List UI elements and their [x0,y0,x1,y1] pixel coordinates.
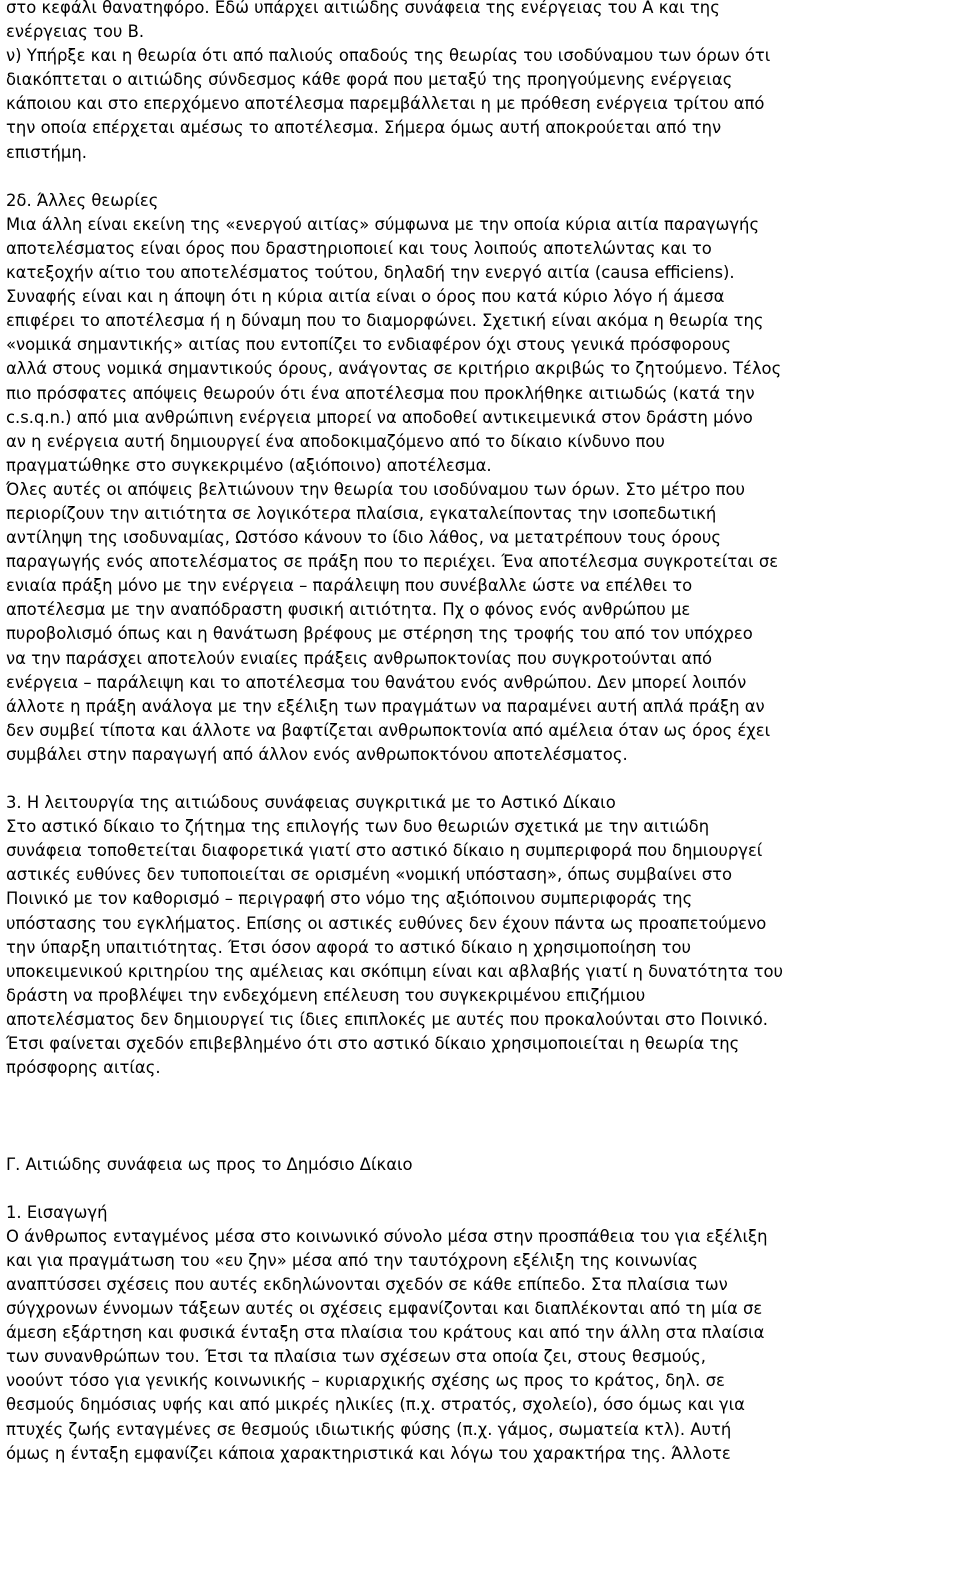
text-line: θεσμούς δημόσιας υφής και από μικρές ηλικίες (π.χ. στρατός, σχολείο), όσο όμως και για [6,1395,745,1415]
text-line: παραγωγής ενός αποτελέσματος σε πράξη που το περιέχει. Ένα αποτέλεσμα συγκροτείται σε [6,552,779,572]
text-line: πυροβολισμό όπως και η θανάτωση βρέφους με στέρηση της τροφής του από τον υπόχρεο [6,624,753,644]
text-line: και για πραγμάτωση του «ευ ζην» μέσα από την ταυτόχρονη εξέλιξη της κοινωνίας [6,1250,699,1270]
paragraph-gap [6,165,956,189]
text-line: πρόσφορης αιτίας. [6,1058,161,1078]
document-page [6,0,956,1466]
text-line: αντίληψη της ισοδυναμίας, Ωστόσο κάνουν το ίδιο λάθος, να μετατρέπουν τους όρους [6,528,721,548]
text-line: συνάφεια τοποθετείται διαφορετικά γιατί στο αστικό δίκαιο η συμπεριφορά που δημιουργεί [6,841,763,861]
text-line: συμβάλει στην παραγωγή από άλλον ενός ανθρωποκτόνου αποτελέσματος. [6,744,628,764]
text-line: πιο πρόσφατες απόψεις θεωρούν ότι ένα αποτέλεσμα που προκλήθηκε αιτιωδώς (κατά την [6,383,755,403]
text-line: κάποιου και στο επερχόμενο αποτέλεσμα παρεμβάλλεται η με πρόθεση ενέργεια τρίτου από [6,94,765,114]
text-line: αστικές ευθύνες δεν τυποποιείται σε ορισμένη «νομική υπόσταση», όπως συμβαίνει στο [6,865,733,885]
section-heading: 2δ. Άλλες θεωρίες [6,190,159,210]
section-heading: 3. Η λειτουργία της αιτιώδους συνάφειας συγκριτικά με το Αστικό Δίκαιο [6,793,616,813]
paragraph-block-1 [6,0,956,165]
text-line: επιστήμη. [6,142,87,162]
text-line: την οποία επέρχεται αμέσως το αποτέλεσμα. Σήμερα όμως αυτή αποκρούεται από την [6,118,722,138]
text-line: να την παράσχει αποτελούν ενιαίες πράξεις ανθρωποκτονίας που συγκροτούνται από [6,648,713,668]
text-line: αναπτύσσει σχέσεις που αυτές εκδηλώνονται σχεδόν σε κάθε επίπεδο. Στα πλαίσια των [6,1274,728,1294]
text-line: Συναφής είναι και η άποψη ότι η κύρια αιτία είναι ο όρος που κατά κύριο λόγο ή άμεσα [6,287,725,307]
text-line: αποτελέσματος είναι όρος που δραστηριοποιεί και τους λοιπούς αποτελώντας και το [6,238,712,258]
text-line: επιφέρει το αποτέλεσμα ή η δύναμη που το διαμορφώνει. Σχετική είναι ακόμα η θεωρία της [6,311,764,331]
text-line: αποτελέσματος δεν δημιουργεί τις ίδιες επιπλοκές με αυτές που προκαλούνται στο Ποινικό. [6,1009,768,1029]
section-civil-law [6,791,956,1080]
chapter-heading: Γ. Αιτιώδης συνάφεια ως προς το Δημόσιο Δίκαιο [6,1154,413,1174]
text-line: πραγματώθηκε στο συγκεκριμένο (αξιόποινο) αποτέλεσμα. [6,455,492,475]
text-line: Ποινικό με τον καθορισμό – περιγραφή στο νόμο της αξιόποινου συμπεριφοράς της [6,889,693,909]
text-line: στο κεφάλι θανατηφόρο. Εδώ υπάρχει αιτιώδης συνάφεια της ενέργειας του Α και της [6,0,720,17]
text-line: Στο αστικό δίκαιο το ζήτημα της επιλογής των δυο θεωριών σχετικά με την αιτιώδη [6,817,710,837]
text-line: Μια άλλη είναι εκείνη της «ενεργού αιτίας» σύμφωνα με την οποία κύρια αιτία παραγωγής [6,214,760,234]
text-line: ενέργειας του Β. [6,22,145,42]
text-line: άλλοτε η πράξη ανάλογα με την εξέλιξη των πραγμάτων να παραμένει αυτή απλά πράξη αν [6,696,765,716]
paragraph-gap [6,1177,956,1201]
text-line: ενέργεια – παράλειψη και το αποτέλεσμα του θανάτου ενός ανθρώπου. Δεν μπορεί λοιπόν [6,672,747,692]
section-introduction [6,1201,956,1466]
text-line: ενιαία πράξη μόνο με την ενέργεια – παράλειψη που συνέβαλλε ώστε να επέλθει το [6,576,693,596]
text-line: Όλες αυτές οι απόψεις βελτιώνουν την θεωρία του ισοδύναμου των όρων. Στο μέτρο που [6,479,745,499]
text-line: νοούντ τόσο για γενικής κοινωνικής – κυριαρχικής σχέσης ως προς το κράτος, δηλ. σε [6,1371,725,1391]
text-line: ν) Υπήρξε και η θεωρία ότι από παλιούς οπαδούς της θεωρίας του ισοδύναμου των όρων ότι [6,46,771,66]
paragraph-gap [6,767,956,791]
text-line: των συνανθρώπων του. Έτσι τα πλαίσια των σχέσεων στα οποία ζει, στους θεσμούς, [6,1347,707,1367]
text-line: όμως η ένταξη εμφανίζει κάποια χαρακτηριστικά και λόγω του χαρακτήρα της. Άλλοτε [6,1443,731,1463]
text-line: «νομικά σημαντικής» αιτίας που εντοπίζει το ενδιαφέρον όχι στους γενικά πρόσφορους [6,335,732,355]
text-line: την ύπαρξη υπαιτιότητας. Έτσι όσον αφορά το αστικό δίκαιο η χρησιμοποίηση του [6,937,692,957]
text-line: άμεση εξάρτηση και φυσικά ένταξη στα πλαίσια του κράτους και από την άλλη στα πλαίσια [6,1323,765,1343]
text-line: περιορίζουν την αιτιότητα σε λογικότερα πλαίσια, εγκαταλείποντας την ισοπεδωτική [6,503,717,523]
text-line: δεν συμβεί τίποτα και άλλοτε να βαφτίζεται ανθρωποκτονία από αμέλεια όταν ως όρος έχει [6,720,771,740]
section-gap [6,1080,956,1152]
text-line: κατεξοχήν αίτιο του αποτελέσματος τούτου, δηλαδή την ενεργό αιτία (causa efficiens). [6,263,735,283]
text-line: διακόπτεται ο αιτιώδης σύνδεσμος κάθε φορά που μεταξύ της προηγούμενης ενέργειας [6,70,733,90]
text-line: υποκειμενικού κριτηρίου της αμέλειας και σκόπιμη είναι και αβλαβής γιατί η δυνατότητα του [6,961,783,981]
text-line: Έτσι φαίνεται σχεδόν επιβεβλημένο ότι στο αστικό δίκαιο χρησιμοποιείται η θεωρία της [6,1034,740,1054]
text-line: πτυχές ζωής ενταγμένες σε θεσμούς ιδιωτικής φύσης (π.χ. γάμος, σωματεία κτλ). Αυτή [6,1419,732,1439]
text-line: σύγχρονων έννομων τάξεων αυτές οι σχέσεις εμφανίζονται και διαπλέκονται από τη μία σε [6,1299,763,1319]
text-line: Ο άνθρωπος ενταγμένος μέσα στο κοινωνικό σύνολο μέσα στην προσπάθεια του για εξέλιξη [6,1226,768,1246]
section-heading: 1. Εισαγωγή [6,1202,108,1222]
text-line: υπόστασης του εγκλήματος. Επίσης οι αστικές ευθύνες δεν έχουν πάντα ως προαπετούμενο [6,913,767,933]
text-line: δράστη να προβλέψει την ενδεχόμενη επέλευση του συγκεκριμένου επιζήμιου [6,985,646,1005]
section-other-theories [6,189,956,767]
text-line: αν η ενέργεια αυτή δημιουργεί ένα αποδοκιμαζόμενο από το δίκαιο κίνδυνο που [6,431,665,451]
text-line: αλλά στους νομικά σημαντικούς όρους, ανάγοντας σε κριτήριο ακριβώς το ζητούμενο. Τέλος [6,359,782,379]
text-line: αποτέλεσμα με την αναπόδραστη φυσική αιτιότητα. Πχ ο φόνος ενός ανθρώπου με [6,600,691,620]
text-line: c.s.q.n.) από μια ανθρώπινη ενέργεια μπορεί να αποδοθεί αντικειμενικά στον δράστη μόνο [6,407,753,427]
